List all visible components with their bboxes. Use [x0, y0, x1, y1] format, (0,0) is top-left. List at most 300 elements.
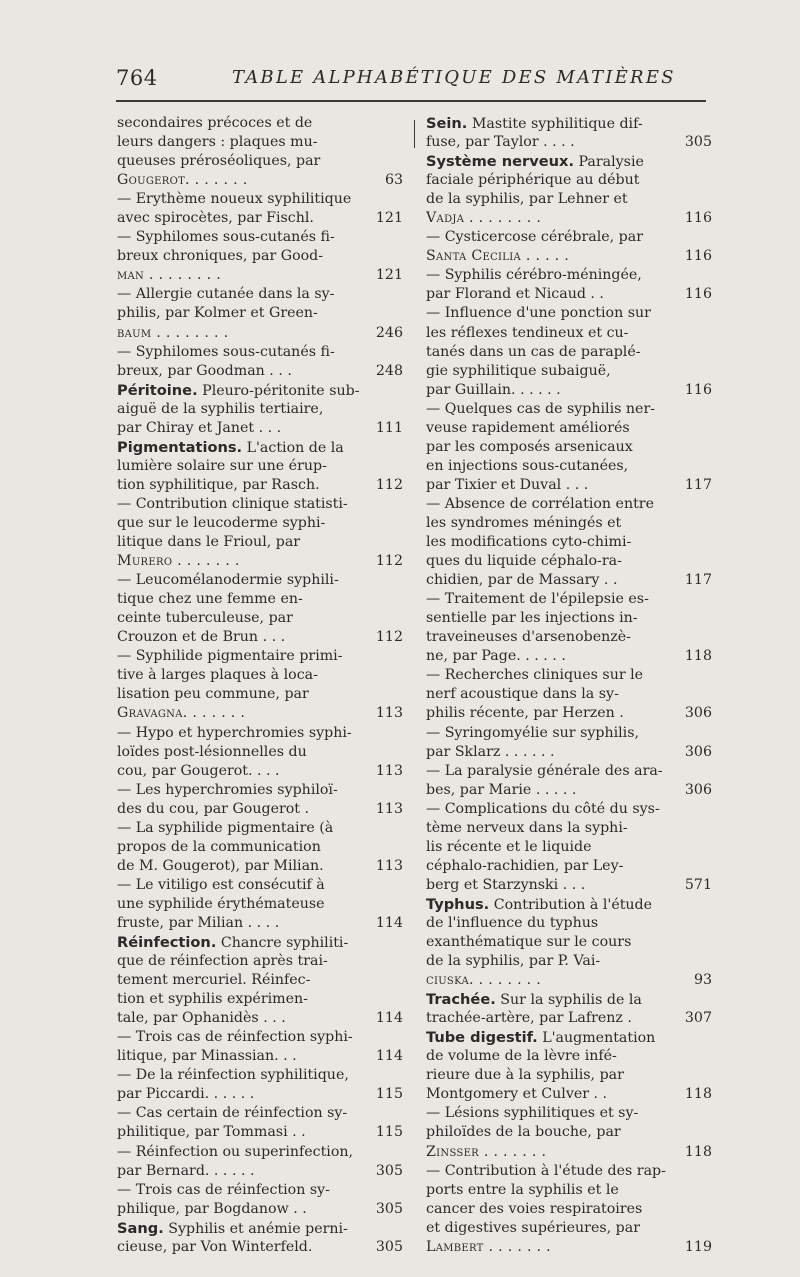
index-line	[117, 800, 403, 819]
index-line	[117, 190, 403, 209]
index-line-text: — Syphilomes sous-cutanés fi-	[117, 229, 335, 246]
index-line	[117, 400, 403, 419]
page-reference: 571	[684, 876, 712, 893]
index-line	[117, 1219, 403, 1238]
index-line-text: cou, par Gougerot. . . .	[117, 762, 280, 779]
page-reference: 246	[375, 324, 403, 341]
index-line	[426, 857, 712, 876]
index-line-text: fruste, par Milian . . . .	[117, 914, 280, 931]
index-line-text: en injections sous-cutanées,	[426, 457, 629, 474]
index-line-text: des du cou, par Gougerot .	[117, 800, 310, 817]
index-line	[117, 552, 403, 571]
index-line-text: les modifications cyto-chimi-	[426, 534, 632, 551]
index-line	[426, 743, 712, 762]
index-line	[117, 362, 403, 381]
index-line-text: tale, par Ophanidès . . .	[117, 1010, 286, 1027]
index-line-text: de la syphilis, par P. Vai-	[426, 953, 601, 970]
index-line-text: par Piccardi. . . . . .	[117, 1086, 255, 1103]
index-line-text: lisation peu commune, par	[117, 686, 309, 703]
index-line	[117, 1028, 403, 1047]
index-line	[117, 266, 403, 285]
index-line	[117, 247, 403, 266]
index-entry	[117, 1028, 403, 1066]
index-line-text: L'action de la	[242, 439, 344, 456]
index-entry	[426, 304, 712, 399]
index-line	[117, 685, 403, 704]
page-reference: 114	[375, 1048, 403, 1065]
index-line-text: — Complications du côté du sys-	[426, 800, 660, 817]
index-entry	[117, 228, 403, 285]
index-line	[117, 666, 403, 685]
page-reference: 113	[375, 800, 403, 817]
page-reference: 63	[384, 172, 403, 189]
index-line	[117, 381, 403, 400]
index-line	[426, 647, 712, 666]
index-entry	[426, 724, 712, 762]
index-line-text: — Contribution clinique statisti-	[117, 495, 348, 512]
index-line-text: avec spirocètes, par Fischl.	[117, 210, 314, 227]
index-entry	[117, 1181, 403, 1219]
index-line-text: de l'influence du typhus	[426, 914, 599, 931]
index-line-text: Murero . . . . . . .	[117, 553, 240, 570]
page-reference: 116	[684, 248, 712, 265]
index-line	[426, 285, 712, 304]
index-line-text: — Trois cas de réinfection sy-	[117, 1181, 330, 1198]
index-line-text: Gravagna. . . . . . .	[117, 705, 246, 722]
index-line-text: philis récente, par Herzen .	[426, 705, 624, 722]
index-line	[426, 895, 712, 914]
index-line	[117, 209, 403, 228]
index-entry	[426, 495, 712, 590]
index-entry	[426, 1028, 712, 1104]
index-line	[426, 781, 712, 800]
page-reference: 305	[684, 134, 712, 151]
index-line-text: bes, par Marie . . . . .	[426, 781, 577, 798]
index-line-text: baum . . . . . . . .	[117, 324, 229, 341]
index-line-text: exanthématique sur le cours	[426, 934, 632, 951]
index-line-text: les syndromes méningés et	[426, 514, 622, 531]
index-line	[426, 228, 712, 247]
index-line-text: — Absence de corrélation entre	[426, 495, 654, 512]
index-line-text: lumière solaire sur une érup-	[117, 457, 327, 474]
index-line-text: cieuse, par Von Winterfeld.	[117, 1238, 313, 1255]
index-line-text: — Leucomélanodermie syphili-	[117, 572, 339, 589]
index-line	[426, 514, 712, 533]
index-entry	[426, 400, 712, 495]
index-line	[426, 971, 712, 990]
index-line-text: Sur la syphilis de la	[495, 992, 642, 1009]
index-line	[426, 190, 712, 209]
index-line	[426, 933, 712, 952]
right-column	[426, 114, 712, 1257]
index-line	[426, 1047, 712, 1066]
index-headword: Sein.	[426, 115, 468, 132]
index-entry	[117, 438, 403, 495]
index-line	[117, 971, 403, 990]
index-line	[426, 133, 712, 152]
index-line	[426, 990, 712, 1009]
page-reference: 119	[684, 1238, 712, 1255]
index-line-text: sentielle par les injections in-	[426, 610, 638, 627]
page-reference: 306	[684, 781, 712, 798]
index-line	[426, 704, 712, 723]
index-entry	[426, 152, 712, 228]
index-line	[426, 1181, 712, 1200]
index-line-text: Pleuro-péritonite sub-	[197, 382, 360, 399]
index-line-text: rieure due à la syphilis, par	[426, 1067, 624, 1084]
index-line	[426, 324, 712, 343]
index-entry	[117, 1143, 403, 1181]
index-line-text: — Traitement de l'épilepsie es-	[426, 591, 649, 608]
index-line-text: tique chez une femme en-	[117, 591, 303, 608]
index-line-text: — Lésions syphilitiques et sy-	[426, 1105, 639, 1122]
index-line-text: tion syphilitique, par Rasch.	[117, 476, 320, 493]
index-line	[426, 1085, 712, 1104]
page-number: 764	[116, 66, 158, 90]
index-line-text: litique, par Minassian. . .	[117, 1048, 297, 1065]
index-entry	[117, 571, 403, 647]
index-line-text: — Cas certain de réinfection sy-	[117, 1105, 348, 1122]
index-entry	[117, 495, 403, 571]
index-line	[426, 552, 712, 571]
page-reference: 121	[375, 267, 403, 284]
index-line	[426, 362, 712, 381]
index-line-text: ceinte tuberculeuse, par	[117, 610, 293, 627]
index-line-text: Mastite syphilitique dif-	[467, 116, 643, 132]
index-line	[117, 457, 403, 476]
index-line	[117, 857, 403, 876]
index-line	[426, 819, 712, 838]
page-reference: 117	[684, 572, 712, 589]
index-line-text: loïdes post-lésionnelles du	[117, 743, 307, 760]
index-line	[117, 285, 403, 304]
index-line-text: Zinsser . . . . . . .	[426, 1143, 547, 1160]
index-line	[117, 781, 403, 800]
index-line	[117, 343, 403, 362]
index-line	[426, 1028, 712, 1047]
index-line-text: Gougerot. . . . . . .	[117, 172, 248, 189]
index-line-text: — Recherches cliniques sur le	[426, 667, 644, 684]
index-line	[117, 495, 403, 514]
page-reference: 115	[375, 1124, 403, 1141]
index-line-text: par les composés arsenicaux	[426, 438, 633, 455]
index-entry	[426, 762, 712, 800]
index-line-text: Lambert . . . . . . .	[426, 1238, 551, 1255]
index-line-text: lis récente et le liquide	[426, 838, 592, 855]
index-line	[426, 1238, 712, 1257]
index-line	[426, 400, 712, 419]
index-entry	[117, 724, 403, 781]
index-line	[426, 304, 712, 323]
index-line-text: — La syphilide pigmentaire (à	[117, 819, 334, 836]
index-line	[117, 1047, 403, 1066]
index-line-text: aiguë de la syphilis tertiaire,	[117, 400, 324, 417]
index-line-text: que sur le leucoderme syphi-	[117, 514, 326, 531]
left-column	[117, 114, 403, 1257]
index-line-text: philique, par Bogdanow . .	[117, 1200, 307, 1217]
index-line	[117, 952, 403, 971]
index-line	[117, 647, 403, 666]
index-line	[426, 495, 712, 514]
index-line-text: — Syphilide pigmentaire primi-	[117, 648, 343, 665]
index-line-text: — La paralysie générale des ara-	[426, 762, 663, 779]
index-line-text: — Les hyperchromies syphiloï-	[117, 781, 338, 798]
index-line	[117, 1009, 403, 1028]
page-reference: 305	[375, 1238, 403, 1255]
index-headword: Péritoine.	[117, 381, 198, 399]
index-line	[117, 114, 403, 133]
index-line-text: philoïdes de la bouche, par	[426, 1124, 621, 1141]
index-line-text: veuse rapidement améliorés	[426, 419, 630, 436]
page-reference: 112	[375, 553, 403, 570]
index-line-text: tion et syphilis expérimen-	[117, 991, 308, 1008]
index-entry	[117, 933, 403, 1028]
index-line-text: propos de la communication	[117, 838, 321, 855]
page-reference: 114	[375, 914, 403, 931]
index-line-text: gie syphilitique subaiguë,	[426, 362, 611, 379]
index-headword: Pigmentations.	[117, 438, 243, 456]
index-entry	[117, 819, 403, 876]
index-line-text: ports entre la syphilis et le	[426, 1181, 619, 1198]
index-line-text: par Florand et Nicaud . .	[426, 286, 604, 303]
index-entry	[426, 1162, 712, 1257]
index-line	[426, 209, 712, 228]
index-headword: Tube digestif.	[426, 1029, 538, 1047]
index-line	[426, 571, 712, 590]
index-entry	[117, 1219, 403, 1257]
page-reference: 112	[375, 629, 403, 646]
index-line	[117, 1162, 403, 1181]
index-line	[426, 1143, 712, 1162]
index-line-text: man . . . . . . . .	[117, 267, 222, 284]
index-line	[426, 628, 712, 647]
index-entry	[117, 781, 403, 819]
index-line	[117, 819, 403, 838]
index-line-text: une syphilide érythémateuse	[117, 895, 325, 912]
index-line-text: — De la réinfection syphilitique,	[117, 1067, 349, 1084]
index-line	[117, 590, 403, 609]
index-entry	[426, 895, 712, 990]
index-line-text: philitique, par Tommasi . .	[117, 1124, 306, 1141]
index-line	[426, 1219, 712, 1238]
index-entry	[426, 590, 712, 666]
page-reference: 306	[684, 743, 712, 760]
index-line-text: — Syphilis cérébro-méningée,	[426, 267, 642, 284]
index-line	[117, 1085, 403, 1104]
index-line	[426, 171, 712, 190]
index-line	[117, 743, 403, 762]
index-line-text: Montgomery et Culver . .	[426, 1086, 608, 1103]
index-line	[426, 590, 712, 609]
page-reference: 118	[684, 1143, 712, 1160]
index-line	[426, 609, 712, 628]
index-line-text: ciuska. . . . . . . .	[426, 972, 542, 989]
index-line-text: tème nerveux dans la syphi-	[426, 819, 628, 836]
index-line	[426, 533, 712, 552]
index-entry	[117, 876, 403, 933]
index-line-text: fuse, par Taylor . . . .	[426, 134, 575, 151]
index-line-text: — Réinfection ou superinfection,	[117, 1143, 354, 1160]
page-reference: 116	[684, 286, 712, 303]
index-line	[117, 419, 403, 438]
index-line	[117, 838, 403, 857]
index-line	[117, 914, 403, 933]
index-line	[117, 762, 403, 781]
index-line	[426, 438, 712, 457]
index-line-text: et digestives supérieures, par	[426, 1219, 640, 1236]
index-line	[426, 952, 712, 971]
index-line	[117, 933, 403, 952]
index-line	[426, 1200, 712, 1219]
index-line	[426, 457, 712, 476]
page-reference: 248	[375, 362, 403, 379]
page-reference: 114	[375, 1010, 403, 1027]
index-line	[426, 1104, 712, 1123]
index-entry	[117, 114, 403, 190]
index-headword: Sang.	[117, 1219, 164, 1237]
index-line	[426, 114, 712, 133]
page-reference: 113	[375, 762, 403, 779]
index-line	[426, 247, 712, 266]
index-line-text: nerf acoustique dans la sy-	[426, 686, 619, 703]
index-line-text: Syphilis et anémie perni-	[163, 1220, 348, 1237]
page-reference: 112	[375, 476, 403, 493]
index-line	[426, 1162, 712, 1181]
index-line-text: breux, par Goodman . . .	[117, 362, 292, 379]
index-entry	[426, 800, 712, 895]
index-headword: Trachée.	[426, 991, 496, 1009]
column-divider	[414, 120, 415, 148]
index-line-text: tive à larges plaques à loca-	[117, 667, 318, 684]
index-line	[426, 800, 712, 819]
header-rule	[116, 100, 706, 102]
index-line	[117, 324, 403, 343]
index-line-text: queuses préroséoliques, par	[117, 153, 321, 170]
index-line	[426, 914, 712, 933]
index-line-text: — Influence d'une ponction sur	[426, 305, 651, 322]
page-reference: 118	[684, 1086, 712, 1103]
index-line-text: Chancre syphiliti-	[216, 935, 349, 952]
index-headword: Système nerveux.	[426, 153, 575, 171]
index-line-text: les réflexes tendineux et cu-	[426, 324, 629, 341]
index-line	[117, 628, 403, 647]
index-line-text: trachée-artère, par Lafrenz .	[426, 1010, 632, 1027]
index-line-text: breux chroniques, par Good-	[117, 248, 324, 265]
index-line-text: de la syphilis, par Lehner et	[426, 191, 628, 208]
index-entry	[117, 1104, 403, 1142]
page-reference: 113	[375, 705, 403, 722]
index-line-text: berg et Starzynski . . .	[426, 876, 586, 893]
page-reference: 118	[684, 648, 712, 665]
page-reference: 111	[375, 419, 403, 436]
index-line	[426, 152, 712, 171]
index-line-text: Santa Cecilia . . . . .	[426, 248, 570, 265]
page-reference: 93	[693, 972, 712, 989]
index-entry	[117, 1066, 403, 1104]
index-line	[117, 1104, 403, 1123]
index-line-text: — Syringomyélie sur syphilis,	[426, 724, 639, 741]
index-line	[117, 1200, 403, 1219]
index-line	[117, 990, 403, 1009]
index-line-text: — Quelques cas de syphilis ner-	[426, 400, 656, 417]
index-entry	[117, 647, 403, 723]
index-line	[117, 1123, 403, 1142]
index-line-text: tement mercuriel. Réinfec-	[117, 972, 311, 989]
index-line-text: Vadja . . . . . . . .	[426, 210, 542, 227]
index-line	[117, 724, 403, 743]
index-line	[426, 666, 712, 685]
index-line-text: par Guillain. . . . . .	[426, 381, 561, 398]
index-line-text: L'augmentation	[537, 1030, 656, 1047]
index-line	[117, 876, 403, 895]
page-reference: 307	[684, 1010, 712, 1027]
index-line	[426, 266, 712, 285]
index-line	[426, 685, 712, 704]
index-line	[426, 838, 712, 857]
index-line	[117, 704, 403, 723]
page-reference: 306	[684, 705, 712, 722]
index-line	[117, 1066, 403, 1085]
index-entry	[426, 1104, 712, 1161]
index-line-text: tanés dans un cas de paraplé-	[426, 343, 641, 360]
index-line	[117, 228, 403, 247]
index-line	[117, 1238, 403, 1257]
index-line	[117, 895, 403, 914]
index-line	[426, 1123, 712, 1142]
index-line-text: litique dans le Frioul, par	[117, 534, 301, 551]
index-line-text: — Erythème noueux syphilitique	[117, 191, 352, 208]
index-line	[117, 1181, 403, 1200]
index-headword: Typhus.	[426, 895, 490, 913]
index-line	[117, 571, 403, 590]
index-line-text: secondaires précoces et de	[117, 115, 313, 131]
index-line-text: cancer des voies respiratoires	[426, 1200, 643, 1217]
index-line-text: — Allergie cutanée dans la sy-	[117, 286, 335, 303]
index-line-text: — Trois cas de réinfection syphi-	[117, 1029, 353, 1046]
index-line	[117, 171, 403, 190]
index-headword: Réinfection.	[117, 934, 217, 952]
page-reference: 116	[684, 381, 712, 398]
index-line	[426, 343, 712, 362]
index-line	[117, 133, 403, 152]
page-reference: 305	[375, 1162, 403, 1179]
index-entry	[117, 381, 403, 438]
page-reference: 116	[684, 210, 712, 227]
index-line	[426, 762, 712, 781]
index-line-text: — Contribution à l'étude des rap-	[426, 1162, 666, 1179]
index-line-text: de volume de la lèvre infé-	[426, 1048, 617, 1065]
index-entry	[117, 285, 403, 342]
page-reference: 121	[375, 210, 403, 227]
index-line-text: — Syphilomes sous-cutanés fi-	[117, 343, 335, 360]
page-reference: 305	[375, 1200, 403, 1217]
index-entry	[117, 190, 403, 228]
page-reference: 117	[684, 476, 712, 493]
index-line	[117, 304, 403, 323]
index-line	[426, 419, 712, 438]
page-reference: 115	[375, 1086, 403, 1103]
index-line	[426, 1009, 712, 1028]
index-line	[426, 1066, 712, 1085]
index-line	[117, 476, 403, 495]
index-entry	[426, 666, 712, 723]
index-entry	[426, 266, 712, 304]
index-line-text: faciale périphérique au début	[426, 172, 640, 189]
index-line	[426, 476, 712, 495]
index-line-text: chidien, par de Massary . .	[426, 572, 618, 589]
index-line-text: céphalo-rachidien, par Ley-	[426, 857, 624, 874]
index-line-text: traveineuses d'arsenobenzè-	[426, 629, 631, 646]
